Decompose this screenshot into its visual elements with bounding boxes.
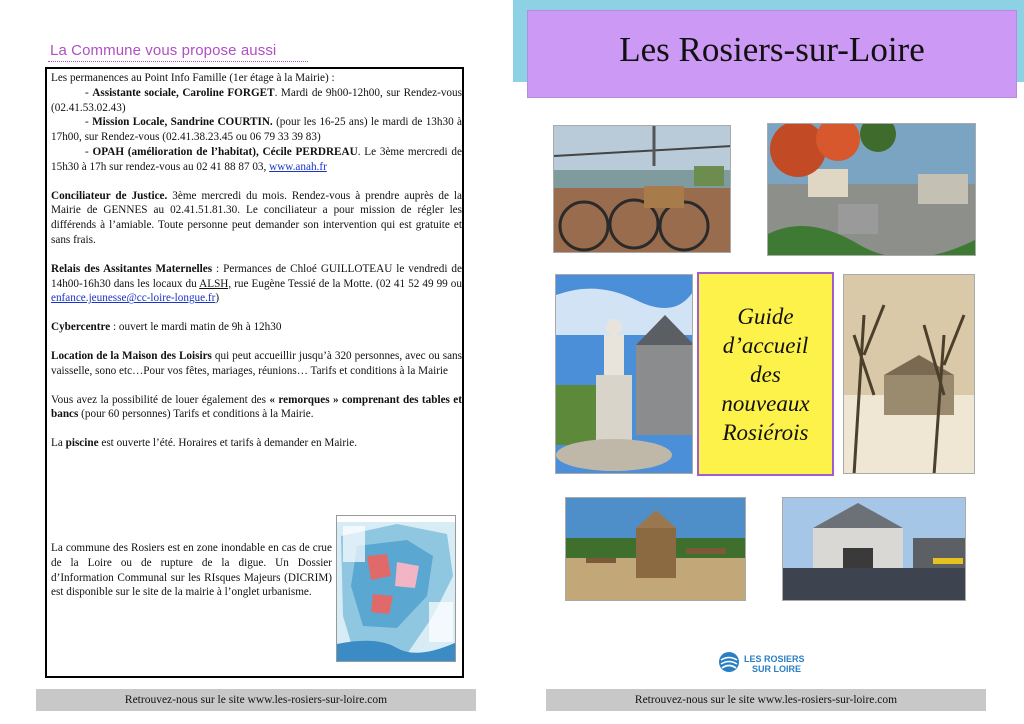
- remorques-pre: Vous avez la possibilité de louer également des: [51, 393, 270, 406]
- remorques-label: « remorques » comprenant des tables et bancs: [51, 393, 462, 421]
- piscine-text: est ouverte l’été. Horaires et tarifs à demander en Mairie.: [98, 437, 358, 450]
- page-title: Les Rosiers-sur-Loire: [619, 30, 925, 69]
- item-assistante: [51, 86, 462, 116]
- alsh-text: ALSH,: [199, 277, 232, 290]
- item-detail: (pour les 16-25 ans) le mardi de 13h30 à 17h00, sur Rendez-vous (02.41.38.23.45 ou 06 79 33 39 83): [51, 116, 463, 144]
- guide-line: des: [750, 361, 781, 387]
- guide-title-box: [697, 272, 834, 476]
- cyber-paragraph: [51, 320, 462, 335]
- item-label: OPAH (amélioration de l’habitat), Cécile PERDREAU: [92, 145, 358, 158]
- email-link[interactable]: enfance.jeunesse@cc-loire-longue.fr: [51, 292, 216, 305]
- logo-mark-icon: [718, 651, 740, 673]
- relais-label: Relais des Assitantes Maternelles: [51, 262, 213, 275]
- item-label: Assistante sociale, Caroline FORGET: [92, 86, 275, 99]
- logo-line-1: LES ROSIERS: [744, 654, 805, 664]
- conciliateur-paragraph: [51, 189, 462, 248]
- conciliateur-text: 3ème mercredi du mois. Rendez-vous à prendre auprès de la Mairie de GENNES au 02.41.51.81.30. Le conciliateur a pour mission de régler les différends à l’amiable. Toute personne peut demander son intervention qui est gratuite et sans frais.: [51, 189, 462, 246]
- relais-text-3: ): [215, 292, 220, 305]
- item-dash: -: [85, 145, 93, 158]
- item-dash: -: [85, 116, 93, 129]
- photo-playground: [565, 497, 746, 601]
- guide-line: Rosiérois: [722, 419, 809, 445]
- remorques-text: (pour 60 personnes) Tarifs et conditions à la Mairie.: [78, 408, 314, 421]
- map-illustration: [337, 516, 456, 662]
- relais-text-2: rue Eugène Tessié de la Motte. (02 41 52 49 99 ou: [231, 277, 462, 290]
- left-footer: Retrouvez-nous sur le site www.les-rosiers-sur-loire.com: [36, 689, 476, 711]
- logo-line-2: SUR LOIRE: [752, 664, 802, 674]
- guide-title: [721, 302, 809, 447]
- piscine-paragraph: [51, 436, 462, 451]
- flood-map: [336, 515, 456, 662]
- cyber-text: : ouvert le mardi matin de 9h à 12h30: [110, 321, 282, 334]
- item-mission-locale: [51, 115, 462, 145]
- inondable-paragraph: La commune des Rosiers est en zone inondable en cas de crue de la Loire ou de rupture de la digue. Un Dossier d’Information Communal sur les RIsques Majeurs (DICRIM) est disponible sur le site de la mairie à l’onglet urbanisme.: [51, 542, 332, 599]
- item-dash: -: [85, 86, 93, 99]
- piscine-pre: La: [51, 437, 66, 450]
- photo-market: [782, 497, 966, 601]
- photo-snow: [843, 274, 975, 474]
- guide-line: Guide: [737, 303, 794, 329]
- right-footer: Retrouvez-nous sur le site www.les-rosiers-sur-loire.com: [546, 689, 986, 711]
- photo-statue: [555, 274, 693, 474]
- town-logo: [718, 648, 828, 676]
- section-title: La Commune vous propose aussi: [50, 42, 277, 59]
- guide-line: nouveaux: [721, 390, 810, 416]
- location-paragraph: [51, 349, 462, 379]
- item-detail: . Mardi de 9h00-12h00, sur Rendez-vous (02.41.53.02.43): [51, 86, 462, 114]
- photo-bicycles: [553, 125, 731, 253]
- intro-text: Les permanences au Point Info Famille (1er étage à la Mairie) :: [51, 72, 335, 84]
- conciliateur-label: Conciliateur de Justice.: [51, 189, 168, 202]
- location-label: Location de la Maison des Loisirs: [51, 349, 212, 362]
- info-text: [51, 71, 462, 451]
- relais-text: : Permances de Chloé GUILLOTEAU le vendredi de 14h00-16h30 dans les locaux du: [51, 262, 462, 290]
- anah-link[interactable]: www.anah.fr: [269, 160, 327, 173]
- item-detail: . Le 3ème mercredi de 15h30 à 17h sur rendez-vous au 02 41 88 87 03,: [51, 145, 462, 173]
- remorques-paragraph: [51, 393, 462, 423]
- cyber-label: Cybercentre: [51, 321, 111, 334]
- section-title-rule: [48, 61, 308, 62]
- guide-line: d’accueil: [722, 332, 809, 358]
- location-text: qui peut accueillir jusqu’à 320 personnes, avec ou sans vaisselle, sono etc…Pour vos fêtes, mariages, réunions… Tarifs et conditions à la Mairie: [51, 349, 462, 377]
- item-opah: [51, 145, 462, 175]
- item-label: Mission Locale, Sandrine COURTIN.: [92, 116, 273, 129]
- relais-paragraph: [51, 262, 462, 306]
- piscine-label: piscine: [65, 437, 99, 450]
- photo-flowers: [767, 123, 976, 256]
